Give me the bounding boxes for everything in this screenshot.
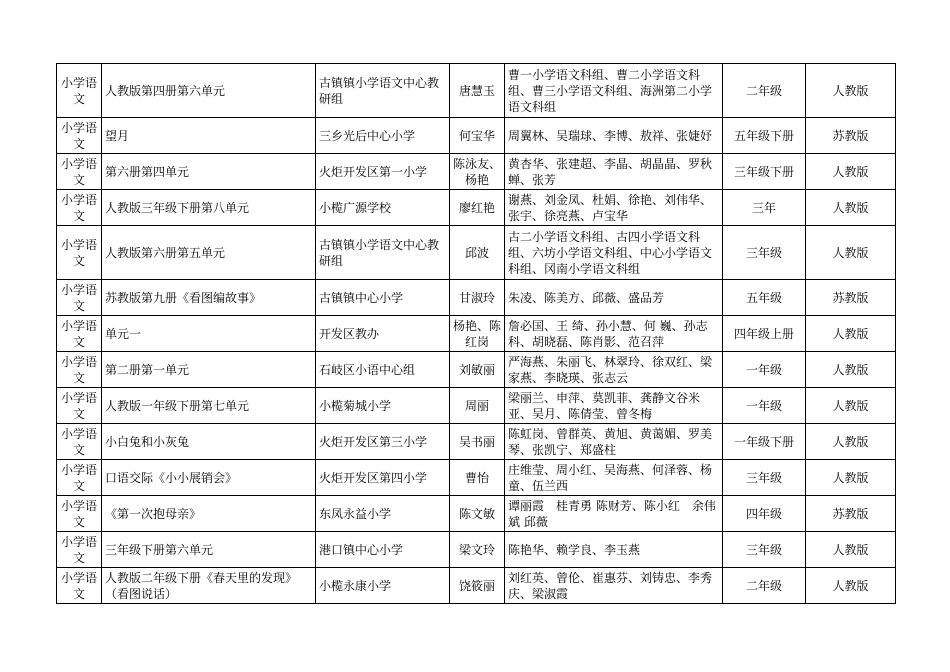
teacher-cell: 何宝华 — [450, 118, 505, 154]
school-cell: 小榄永康小学 — [316, 568, 450, 604]
table-row — [57, 154, 896, 190]
table-row — [57, 532, 896, 568]
table-row — [57, 460, 896, 496]
unit-title-cell: 人教版第六册第五单元 — [102, 226, 316, 280]
publisher-cell: 人教版 — [806, 352, 896, 388]
unit-title-cell: 《第一次抱母亲》 — [102, 496, 316, 532]
members-cell: 曹一小学语文科组、曹二小学语文科组、曹三小学语文科组、海洲第二小学语文科组 — [505, 64, 723, 118]
unit-title-cell: 望月 — [102, 118, 316, 154]
publisher-cell: 人教版 — [806, 568, 896, 604]
grade-cell: 三年级 — [723, 226, 806, 280]
table-row — [57, 190, 896, 226]
subject-cell: 小学语文 — [57, 568, 102, 604]
members-cell: 严海燕、朱丽飞、林翠玲、徐双红、梁家燕、李晓瑛、张志云 — [505, 352, 723, 388]
teacher-cell: 邱波 — [450, 226, 505, 280]
teacher-cell: 杨艳、陈红岗 — [450, 316, 505, 352]
teacher-cell: 饶筱丽 — [450, 568, 505, 604]
subject-cell: 小学语文 — [57, 190, 102, 226]
subject-cell: 小学语文 — [57, 496, 102, 532]
members-cell: 谭丽霞 桂青勇 陈财芳、陈小红 余伟斌 邱薇 — [505, 496, 723, 532]
publisher-cell: 人教版 — [806, 316, 896, 352]
unit-title-cell: 三年级下册第六单元 — [102, 532, 316, 568]
publisher-cell: 人教版 — [806, 460, 896, 496]
grade-cell: 三年级 — [723, 460, 806, 496]
grade-cell: 三年级 — [723, 532, 806, 568]
grade-cell: 四年级 — [723, 496, 806, 532]
publisher-cell: 人教版 — [806, 154, 896, 190]
unit-title-cell: 人教版三年级下册第八单元 — [102, 190, 316, 226]
school-cell: 古镇镇小学语文中心教研组 — [316, 64, 450, 118]
table-row — [57, 352, 896, 388]
publisher-cell: 人教版 — [806, 532, 896, 568]
school-cell: 小榄广源学校 — [316, 190, 450, 226]
subject-cell: 小学语文 — [57, 352, 102, 388]
teacher-cell: 唐慧玉 — [450, 64, 505, 118]
school-cell: 石岐区小语中心组 — [316, 352, 450, 388]
subject-cell: 小学语文 — [57, 280, 102, 316]
publisher-cell: 人教版 — [806, 424, 896, 460]
unit-title-cell: 第二册第一单元 — [102, 352, 316, 388]
table-row — [57, 226, 896, 280]
teacher-cell: 吴书丽 — [450, 424, 505, 460]
publisher-cell: 苏教版 — [806, 118, 896, 154]
grade-cell: 四年级上册 — [723, 316, 806, 352]
teacher-cell: 周丽 — [450, 388, 505, 424]
subject-cell: 小学语文 — [57, 64, 102, 118]
grade-cell: 一年级 — [723, 388, 806, 424]
members-cell: 陈艳华、赖学良、李玉燕 — [505, 532, 723, 568]
subject-cell: 小学语文 — [57, 154, 102, 190]
school-cell: 东凤永益小学 — [316, 496, 450, 532]
teacher-cell: 刘敏丽 — [450, 352, 505, 388]
subject-cell: 小学语文 — [57, 118, 102, 154]
table-row — [57, 424, 896, 460]
table-row — [57, 64, 896, 118]
unit-title-cell: 人教版二年级下册《春天里的发现》（看图说话） — [102, 568, 316, 604]
school-cell: 小榄菊城小学 — [316, 388, 450, 424]
subject-cell: 小学语文 — [57, 424, 102, 460]
publisher-cell: 苏教版 — [806, 280, 896, 316]
grade-cell: 五年级 — [723, 280, 806, 316]
members-cell: 黄杏华、张建超、李晶、胡晶晶、罗秋蝉、张芳 — [505, 154, 723, 190]
table-row — [57, 316, 896, 352]
members-cell: 梁丽兰、申萍、莫凯菲、龚静文谷米亚、吴月、陈倩莹、曾冬梅 — [505, 388, 723, 424]
subject-cell: 小学语文 — [57, 460, 102, 496]
members-cell: 刘红英、曾伦、崔惠芬、刘铸忠、李秀庆、梁淑霞 — [505, 568, 723, 604]
members-cell: 古二小学语文科组、古四小学语文科组、六坊小学语文科组、中心小学语文科组、冈南小学语文科组 — [505, 226, 723, 280]
unit-title-cell: 人教版一年级下册第七单元 — [102, 388, 316, 424]
grade-cell: 三年 — [723, 190, 806, 226]
table-row — [57, 118, 896, 154]
school-cell: 火炬开发区第三小学 — [316, 424, 450, 460]
subject-cell: 小学语文 — [57, 316, 102, 352]
grade-cell: 一年级下册 — [723, 424, 806, 460]
school-cell: 火炬开发区第一小学 — [316, 154, 450, 190]
members-cell: 庄维莹、周小红、吴海燕、何泽蓉、杨童、伍兰西 — [505, 460, 723, 496]
unit-title-cell: 口语交际《小小展销会》 — [102, 460, 316, 496]
unit-title-cell: 苏教版第九册《看图编故事》 — [102, 280, 316, 316]
school-cell: 三乡光后中心小学 — [316, 118, 450, 154]
subject-cell: 小学语文 — [57, 226, 102, 280]
teacher-cell: 甘淑玲 — [450, 280, 505, 316]
table-row — [57, 388, 896, 424]
grade-cell: 一年级 — [723, 352, 806, 388]
school-cell: 古镇镇中心小学 — [316, 280, 450, 316]
table-row — [57, 280, 896, 316]
subject-cell: 小学语文 — [57, 532, 102, 568]
unit-title-cell: 小白兔和小灰兔 — [102, 424, 316, 460]
publisher-cell: 人教版 — [806, 388, 896, 424]
school-cell: 古镇镇小学语文中心教研组 — [316, 226, 450, 280]
table-row — [57, 568, 896, 604]
grade-cell: 五年级下册 — [723, 118, 806, 154]
subject-cell: 小学语文 — [57, 388, 102, 424]
school-cell: 开发区教办 — [316, 316, 450, 352]
grade-cell: 二年级 — [723, 568, 806, 604]
teacher-cell: 陈文敏 — [450, 496, 505, 532]
members-cell: 周翼林、吴瑞球、李博、敖祥、张婕妤 — [505, 118, 723, 154]
publisher-cell: 苏教版 — [806, 496, 896, 532]
teacher-cell: 梁文玲 — [450, 532, 505, 568]
unit-title-cell: 人教版第四册第六单元 — [102, 64, 316, 118]
unit-title-cell: 单元一 — [102, 316, 316, 352]
publisher-cell: 人教版 — [806, 64, 896, 118]
publisher-cell: 人教版 — [806, 226, 896, 280]
school-cell: 火炬开发区第四小学 — [316, 460, 450, 496]
members-cell: 朱凌、陈美方、邱薇、盛品芳 — [505, 280, 723, 316]
teacher-cell: 廖红艳 — [450, 190, 505, 226]
school-cell: 港口镇中心小学 — [316, 532, 450, 568]
members-cell: 詹必国、王 绮、孙小慧、何 巍、孙志科、胡晓磊、陈肖影、范召萍 — [505, 316, 723, 352]
curriculum-table — [56, 63, 896, 604]
table-row — [57, 496, 896, 532]
teacher-cell: 曹怡 — [450, 460, 505, 496]
grade-cell: 二年级 — [723, 64, 806, 118]
members-cell: 陈虹岗、曾群英、黄旭、黄蔼媚、罗美琴、张凯宁、郑盛柱 — [505, 424, 723, 460]
publisher-cell: 人教版 — [806, 190, 896, 226]
grade-cell: 三年级下册 — [723, 154, 806, 190]
teacher-cell: 陈泳友、杨艳 — [450, 154, 505, 190]
members-cell: 谢燕、刘金凤、杜娟、徐艳、刘伟华、张宇、徐亮燕、卢宝华 — [505, 190, 723, 226]
unit-title-cell: 第六册第四单元 — [102, 154, 316, 190]
